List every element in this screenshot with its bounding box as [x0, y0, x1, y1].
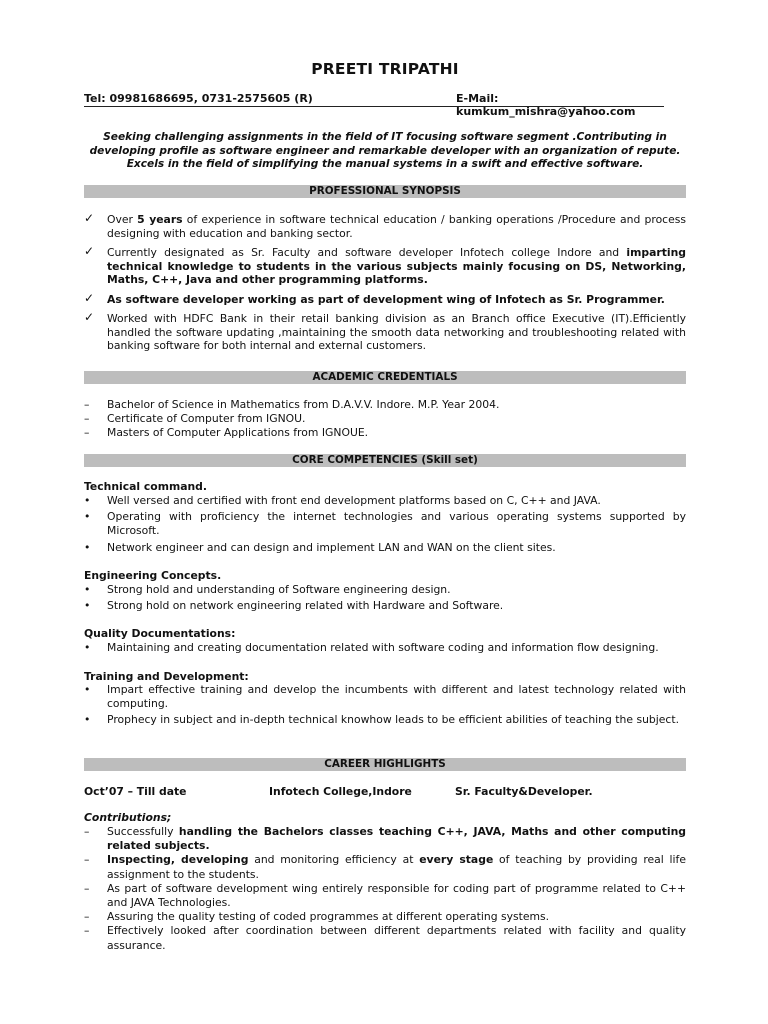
synopsis-list	[84, 213, 686, 359]
dash-icon: –	[84, 426, 90, 440]
list-item: ✓ Worked with HDFC Bank in their retail banking division as an Branch office Executive (IT).Efficiently handled the software updating ,maintaining the smooth data networking and troubleshooting related with banking software for both internal and external customers.	[84, 310, 686, 352]
list-item: – Certificate of Computer from IGNOU.	[84, 412, 306, 426]
objective-line: Seeking challenging assignments in the field of IT focusing software segment .Contributing in	[103, 131, 667, 143]
section-header-career: CAREER HIGHLIGHTS	[84, 758, 686, 771]
list-item: • Impart effective training and develop the incumbents with different and latest technology related with computing.	[84, 683, 686, 711]
contributions-heading: Contributions;	[84, 811, 172, 824]
list-item: • Prophecy in subject and in-depth technical knowhow leads to be efficient abilities of teaching the subject.	[84, 713, 680, 727]
career-period: Oct’07 – Till date	[84, 785, 187, 798]
academic-list	[84, 398, 686, 441]
list-item: ✓ As software developer working as part of development wing of Infotech as Sr. Programmer.	[84, 290, 665, 306]
bullet-icon: •	[84, 713, 91, 727]
list-item: – As part of software development wing entirely responsible for coding part of programme related to C++ and JAVA Technologies.	[84, 881, 686, 910]
contact-line	[84, 92, 664, 118]
section-header-synopsis: PROFESSIONAL SYNOPSIS	[84, 185, 686, 198]
list-item: • Operating with proficiency the internet technologies and various operating systems supported by Microsoft.	[84, 510, 686, 538]
dash-icon: –	[84, 910, 90, 924]
list-item: – Assuring the quality testing of coded programmes at different operating systems.	[84, 910, 550, 924]
telephone: Tel: 09981686695, 0731-2575605 (R)	[84, 92, 313, 105]
list-item: • Strong hold and understanding of Software engineering design.	[84, 583, 451, 596]
section-header-core: CORE COMPETENCIES (Skill set)	[84, 454, 686, 467]
list-item: – Masters of Computer Applications from IGNOUE.	[84, 426, 369, 440]
dash-icon: –	[84, 853, 90, 867]
email-address: E-Mail: kumkum_mishra@yahoo.com	[456, 92, 636, 118]
check-icon: ✓	[84, 244, 95, 258]
objective-line: Excels in the field of simplifying the manual systems in a swift and effective software.	[126, 158, 644, 170]
training-list	[84, 683, 686, 728]
dash-icon: –	[84, 412, 90, 426]
list-item: • Strong hold on network engineering related with Hardware and Software.	[84, 599, 504, 613]
career-role: Sr. Faculty&Developer.	[455, 785, 593, 798]
bullet-icon: •	[84, 510, 91, 524]
subheading-engineering: Engineering Concepts.	[84, 569, 222, 582]
subheading-quality: Quality Documentations:	[84, 627, 236, 640]
list-item: – Effectively looked after coordination between different departments related with facility and quality assurance.	[84, 924, 686, 952]
career-organization: Infotech College,Indore	[269, 785, 412, 798]
engineering-list	[84, 583, 686, 613]
dash-icon: –	[84, 881, 90, 895]
technical-list	[84, 494, 686, 555]
check-icon: ✓	[84, 310, 95, 324]
section-header-academic: ACADEMIC CREDENTIALS	[84, 371, 686, 384]
bullet-icon: •	[84, 494, 91, 507]
list-item: • Well versed and certified with front end development platforms based on C, C++ and JAVA.	[84, 494, 601, 507]
bullet-icon: •	[84, 641, 91, 654]
list-item: – Bachelor of Science in Mathematics from D.A.V.V. Indore. M.P. Year 2004.	[84, 398, 500, 411]
list-item: • Maintaining and creating documentation related with software coding and information flow designing.	[84, 641, 659, 654]
subheading-technical: Technical command.	[84, 480, 207, 493]
bullet-icon: •	[84, 583, 91, 596]
dash-icon: –	[84, 825, 90, 838]
bullet-icon: •	[84, 540, 91, 554]
subheading-training: Training and Development:	[84, 670, 249, 683]
career-objective	[84, 131, 686, 172]
check-icon: ✓	[84, 290, 95, 305]
bullet-icon: •	[84, 599, 91, 613]
candidate-name: PREETI TRIPATHI	[311, 60, 459, 78]
dash-icon: –	[84, 924, 90, 938]
list-item: – Inspecting, developing and monitoring efficiency at every stage of teaching by providing real life assignment to the students.	[84, 853, 686, 881]
dash-icon: –	[84, 398, 90, 411]
list-item: ✓ Over 5 years of experience in software technical education / banking operations /Procedure and process designing with education and banking sector.	[84, 211, 687, 240]
bullet-icon: •	[84, 683, 91, 696]
list-item: ✓ Currently designated as Sr. Faculty and software developer Infotech college Indore and imparting technical knowledge to students in the various subjects mainly focusing on DS, Networking, Maths, C++, Java and other programming platforms.	[84, 244, 686, 286]
list-item: – Successfully handling the Bachelors classes teaching C++, JAVA, Maths and other computing related subjects.	[84, 825, 687, 853]
objective-line: developing profile as software engineer and remarkable developer with an organization of repute.	[89, 144, 681, 157]
contributions-list	[84, 825, 686, 953]
check-icon: ✓	[84, 211, 95, 225]
quality-list	[84, 641, 686, 655]
list-item: • Network engineer and can design and implement LAN and WAN on the client sites.	[84, 540, 556, 554]
